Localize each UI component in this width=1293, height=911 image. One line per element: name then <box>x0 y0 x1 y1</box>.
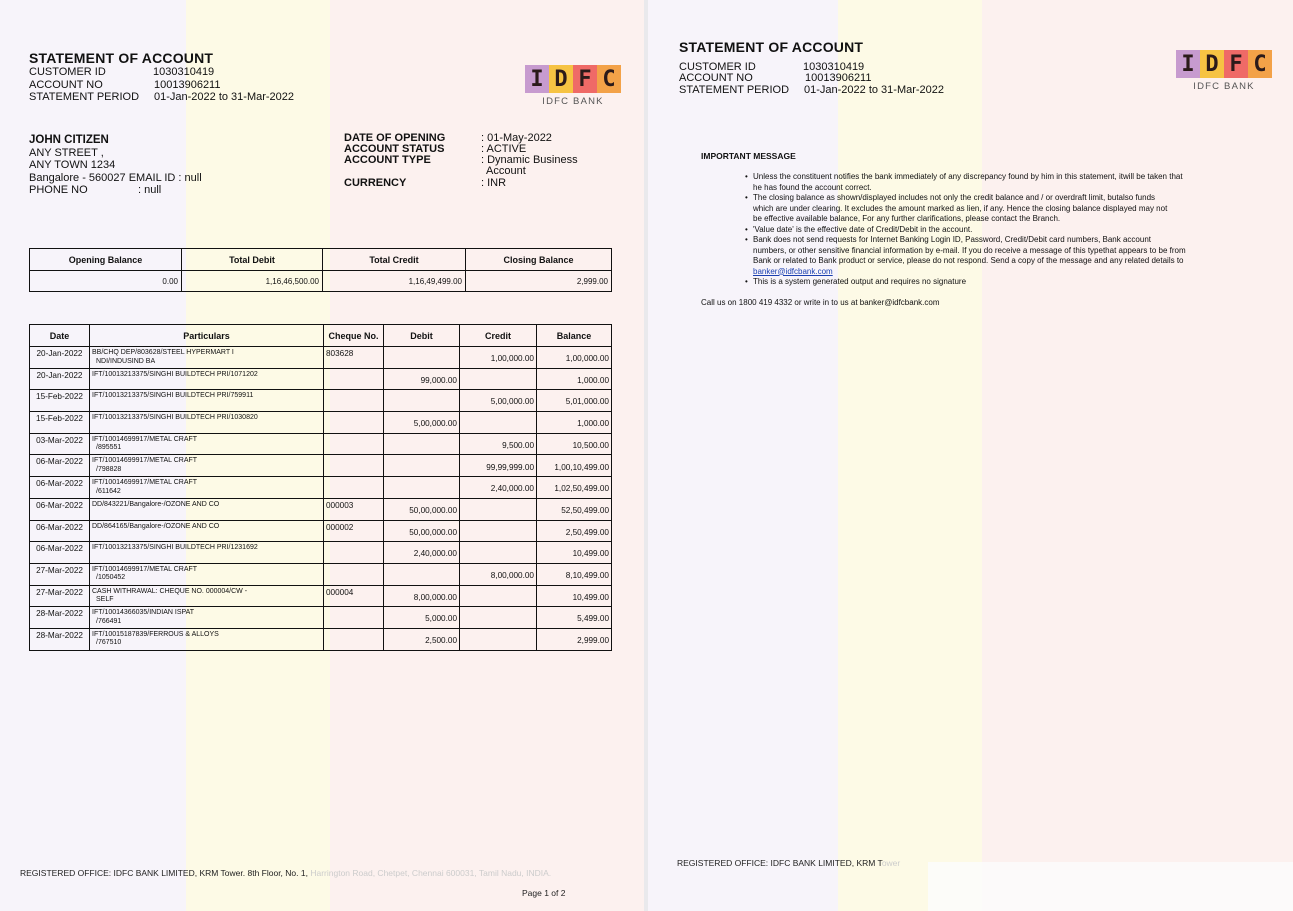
table-row <box>30 390 612 412</box>
txn-particulars <box>90 477 324 499</box>
txn-particulars-line-1: IFT/10013213375/SINGHI BUILDTECH PRI/1071202 <box>92 370 258 378</box>
list-item <box>745 193 1186 225</box>
important-message-list <box>745 172 1186 288</box>
statement-page-1 <box>0 0 644 911</box>
txn-particulars <box>90 498 324 520</box>
email-link[interactable]: banker@idfcbank.com <box>753 266 833 276</box>
txn-credit: 1,00,000.00 <box>460 347 537 369</box>
message-line: he has found the account correct. <box>753 182 872 192</box>
txn-debit: 50,00,000.00 <box>384 520 460 542</box>
txn-date: 20-Jan-2022 <box>30 347 90 369</box>
txn-debit: 2,40,000.00 <box>384 542 460 564</box>
txn-cheque-no <box>324 542 384 564</box>
txn-particulars-line-1: IFT/10014699917/METAL CRAFT <box>92 435 198 443</box>
txn-cheque-no: 000004 <box>324 585 384 607</box>
txn-balance: 1,02,50,499.00 <box>537 477 612 499</box>
txn-balance: 8,10,499.00 <box>537 563 612 585</box>
txn-balance: 10,500.00 <box>537 433 612 455</box>
statement-page-2 <box>648 0 1293 911</box>
txn-header-particulars: Particulars <box>90 325 324 347</box>
page-number: Page 1 of 2 <box>522 888 566 898</box>
txn-debit <box>384 433 460 455</box>
txn-particulars-line-1: IFT/10015187839/FERROUS & ALLOYS <box>92 630 219 638</box>
account-no-label-p2: ACCOUNT NO <box>679 72 753 84</box>
list-item <box>745 172 1186 193</box>
txn-credit: 8,00,000.00 <box>460 563 537 585</box>
txn-header-credit: Credit <box>460 325 537 347</box>
txn-balance: 5,01,000.00 <box>537 390 612 412</box>
txn-debit: 5,00,000.00 <box>384 412 460 434</box>
customer-id-label-p2: CUSTOMER ID <box>679 61 756 73</box>
account-status-value: : ACTIVE <box>481 143 527 155</box>
statement-title: STATEMENT OF ACCOUNT <box>29 50 214 66</box>
txn-particulars <box>90 433 324 455</box>
txn-cheque-no <box>324 412 384 434</box>
txn-header-cheque: Cheque No. <box>324 325 384 347</box>
txn-particulars-line-2: /766491 <box>96 617 122 625</box>
customer-id-value-p2: 1030310419 <box>803 61 865 73</box>
account-no-label: ACCOUNT NO <box>29 79 103 91</box>
currency-label: CURRENCY <box>344 177 407 189</box>
txn-particulars <box>90 628 324 650</box>
registered-office-faded: Harrington Road, Chetpet, Chennai 600031, Tamil Nadu, INDIA. <box>310 868 552 878</box>
table-row <box>30 585 612 607</box>
table-row <box>30 368 612 390</box>
idfc-logo-letters-p2 <box>1176 50 1272 78</box>
customer-id-row <box>29 66 214 79</box>
txn-particulars-line-1: IFT/10013213375/SINGHI BUILDTECH PRI/1231692 <box>92 544 258 552</box>
txn-date: 20-Jan-2022 <box>30 368 90 390</box>
txn-cheque-no <box>324 368 384 390</box>
summary-header-opening: Opening Balance <box>30 249 182 271</box>
logo-letter-d-p2: D <box>1200 50 1224 78</box>
txn-credit: 2,40,000.00 <box>460 477 537 499</box>
txn-particulars <box>90 455 324 477</box>
txn-date: 15-Feb-2022 <box>30 390 90 412</box>
account-type-value-2: Account <box>486 165 526 177</box>
statement-period-label: STATEMENT PERIOD <box>29 91 140 103</box>
txn-date: 27-Mar-2022 <box>30 563 90 585</box>
txn-date: 15-Feb-2022 <box>30 412 90 434</box>
account-info <box>344 133 604 193</box>
txn-credit <box>460 542 537 564</box>
table-row <box>30 347 612 369</box>
message-line: numbers, or other sensitive financial information by e-mail. If you do receive a message of this typethat appears to be from <box>753 245 1186 255</box>
txn-cheque-no <box>324 607 384 629</box>
phone-row <box>29 184 202 197</box>
txn-particulars-line-1: IFT/10014699917/METAL CRAFT <box>92 565 198 573</box>
txn-date: 28-Mar-2022 <box>30 607 90 629</box>
idfc-logo-p2 <box>1176 50 1272 92</box>
txn-cheque-no: 000003 <box>324 498 384 520</box>
txn-particulars-line-2: /1050452 <box>96 574 126 582</box>
table-row <box>30 628 612 650</box>
list-item <box>745 225 1186 236</box>
txn-particulars <box>90 520 324 542</box>
statement-period-value-p2: 01-Jan-2022 to 31-Mar-2022 <box>804 84 945 96</box>
customer-address <box>29 134 202 197</box>
summary-header-credit: Total Credit <box>323 249 466 271</box>
txn-debit: 50,00,000.00 <box>384 498 460 520</box>
txn-particulars <box>90 542 324 564</box>
txn-particulars-line-1: CASH WITHRAWAL: CHEQUE NO. 000004/CW - <box>92 587 248 595</box>
txn-credit <box>460 520 537 542</box>
txn-balance: 10,499.00 <box>537 542 612 564</box>
table-row <box>30 412 612 434</box>
txn-date: 06-Mar-2022 <box>30 542 90 564</box>
summary-debit-value: 1,16,46,500.00 <box>182 271 323 292</box>
txn-particulars <box>90 412 324 434</box>
opening-date-value: : 01-May-2022 <box>481 132 552 144</box>
address-line-3: Bangalore - 560027 EMAIL ID : null <box>29 171 202 184</box>
txn-particulars-line-1: DD/843221/Bangalore-/OZONE AND CO <box>92 500 220 508</box>
txn-credit <box>460 607 537 629</box>
statement-period-row-p2 <box>679 84 944 97</box>
txn-cheque-no <box>324 628 384 650</box>
txn-debit: 5,000.00 <box>384 607 460 629</box>
txn-date: 03-Mar-2022 <box>30 433 90 455</box>
txn-cheque-no <box>324 563 384 585</box>
txn-debit <box>384 390 460 412</box>
important-message-title: IMPORTANT MESSAGE <box>701 151 796 161</box>
account-no-row-p2 <box>679 72 871 85</box>
statement-title-p2: STATEMENT OF ACCOUNT <box>679 39 864 55</box>
customer-name: JOHN CITIZEN <box>29 134 109 146</box>
txn-particulars-line-1: IFT/10014699917/METAL CRAFT <box>92 479 198 487</box>
table-row <box>30 563 612 585</box>
message-line: • Bank does not send requests for Internet Banking Login ID, Password, Credit/Debit card numbers, Bank account <box>753 235 1151 244</box>
txn-date: 06-Mar-2022 <box>30 477 90 499</box>
table-row <box>30 433 612 455</box>
txn-debit: 8,00,000.00 <box>384 585 460 607</box>
txn-debit <box>384 455 460 477</box>
summary-header-closing: Closing Balance <box>466 249 612 271</box>
message-line: • Unless the constituent notifies the bank immediately of any discrepancy found by him in this statement, itwill be taken that <box>753 172 1183 181</box>
logo-letter-i: I <box>525 65 549 93</box>
txn-cheque-no <box>324 390 384 412</box>
logo-letter-f: F <box>573 65 597 93</box>
txn-particulars-line-1: IFT/10014699917/METAL CRAFT <box>92 457 198 465</box>
txn-debit <box>384 563 460 585</box>
txn-date: 06-Mar-2022 <box>30 498 90 520</box>
txn-particulars <box>90 368 324 390</box>
txn-particulars-line-1: DD/864165/Bangalore-/OZONE AND CO <box>92 522 220 530</box>
txn-particulars-line-1: IFT/10013213375/SINGHI BUILDTECH PRI/759911 <box>92 392 254 400</box>
statement-period-row <box>29 91 294 104</box>
txn-balance: 5,499.00 <box>537 607 612 629</box>
table-row <box>30 542 612 564</box>
summary-credit-value: 1,16,49,499.00 <box>323 271 466 292</box>
txn-balance: 10,499.00 <box>537 585 612 607</box>
txn-debit <box>384 347 460 369</box>
txn-particulars-line-1: IFT/10013213375/SINGHI BUILDTECH PRI/1030820 <box>92 414 258 422</box>
phone-label: PHONE NO <box>29 184 88 196</box>
address-line-2: ANY TOWN 1234 <box>29 159 116 171</box>
list-item <box>745 277 1186 288</box>
message-line: • 'Value date' is the effective date of Credit/Debit in the account. <box>753 224 973 234</box>
txn-date: 28-Mar-2022 <box>30 628 90 650</box>
message-line: • The closing balance as shown/displayed includes not only the credit balance and / or overdraft limit, butalso funds <box>753 193 1156 202</box>
customer-id-value: 1030310419 <box>153 66 215 78</box>
logo-letter-f-p2: F <box>1224 50 1248 78</box>
logo-letter-i-p2: I <box>1176 50 1200 78</box>
txn-cheque-no: 000002 <box>324 520 384 542</box>
idfc-logo <box>525 65 621 107</box>
txn-credit <box>460 368 537 390</box>
account-no-value-p2: 10013906211 <box>805 72 872 84</box>
txn-credit: 9,500.00 <box>460 433 537 455</box>
txn-cheque-no <box>324 455 384 477</box>
scan-smudge <box>928 862 1293 911</box>
contact-line: Call us on 1800 419 4332 or write in to us at banker@idfcbank.com <box>701 298 940 307</box>
txn-date: 27-Mar-2022 <box>30 585 90 607</box>
message-line: be effective available balance, For any further clarifications, please contact the Branch. <box>753 214 1061 223</box>
txn-particulars-line-2: /767510 <box>96 639 122 647</box>
txn-particulars-line-2: /611642 <box>96 487 121 495</box>
txn-debit <box>384 477 460 499</box>
registered-office-faded-p2: ower <box>881 858 901 868</box>
currency-value: : INR <box>481 177 507 189</box>
message-line: • This is a system generated output and requires no signature <box>753 277 967 286</box>
txn-particulars <box>90 347 324 369</box>
txn-cheque-no: 803628 <box>324 347 384 369</box>
logo-letter-c-p2: C <box>1248 50 1272 78</box>
transactions-table <box>29 324 612 651</box>
txn-particulars-line-2: /895551 <box>96 444 122 452</box>
balance-summary-table <box>29 248 612 292</box>
logo-letter-c: C <box>597 65 621 93</box>
txn-particulars-line-2: NDI/INDUSIND BA <box>96 357 156 365</box>
txn-header-balance: Balance <box>537 325 612 347</box>
address-line-1: ANY STREET , <box>29 146 104 159</box>
txn-cheque-no <box>324 433 384 455</box>
account-status-label: ACCOUNT STATUS <box>344 143 445 155</box>
logo-caption: IDFC BANK <box>542 96 604 107</box>
table-row <box>30 455 612 477</box>
txn-particulars <box>90 607 324 629</box>
table-row <box>30 607 612 629</box>
txn-balance: 2,50,499.00 <box>537 520 612 542</box>
opening-date-label: DATE OF OPENING <box>344 132 446 144</box>
txn-particulars-line-1: BB/CHQ DEP/803628/STEEL HYPERMART I <box>92 349 234 356</box>
txn-particulars <box>90 563 324 585</box>
statement-period-label-p2: STATEMENT PERIOD <box>679 84 790 96</box>
statement-period-value: 01-Jan-2022 to 31-Mar-2022 <box>154 91 295 103</box>
txn-credit <box>460 412 537 434</box>
txn-balance: 2,999.00 <box>537 628 612 650</box>
txn-particulars <box>90 585 324 607</box>
txn-particulars-line-2: /798828 <box>96 465 122 473</box>
txn-debit: 2,500.00 <box>384 628 460 650</box>
account-type-value: : Dynamic Business <box>481 154 578 166</box>
message-line: which are under clearing. It excludes the amount marked as lien, if any. Hence the closing balance displayed may not <box>753 203 1168 213</box>
table-row <box>30 498 612 520</box>
txn-particulars-line-1: IFT/10014366035/INDIAN ISPAT <box>92 609 195 617</box>
txn-credit: 5,00,000.00 <box>460 390 537 412</box>
account-type-label: ACCOUNT TYPE <box>344 154 431 166</box>
logo-letter-d: D <box>549 65 573 93</box>
txn-balance: 1,00,10,499.00 <box>537 455 612 477</box>
txn-credit: 99,99,999.00 <box>460 455 537 477</box>
txn-balance: 1,000.00 <box>537 412 612 434</box>
txn-cheque-no <box>324 477 384 499</box>
account-no-value: 10013906211 <box>154 79 221 91</box>
registered-office-footer-p2 <box>677 858 900 868</box>
phone-value: : null <box>138 184 162 196</box>
txn-header-date: Date <box>30 325 90 347</box>
txn-date: 06-Mar-2022 <box>30 455 90 477</box>
list-item <box>745 235 1186 277</box>
txn-balance: 52,50,499.00 <box>537 498 612 520</box>
summary-opening-value: 0.00 <box>30 271 182 292</box>
message-line: Bank or related to Bank product or service, please do not respond. Send a copy of the message and any related details to <box>753 256 1184 265</box>
table-row <box>30 520 612 542</box>
registered-office-footer <box>20 868 551 878</box>
txn-credit <box>460 628 537 650</box>
txn-date: 06-Mar-2022 <box>30 520 90 542</box>
summary-header-debit: Total Debit <box>182 249 323 271</box>
txn-credit <box>460 585 537 607</box>
logo-caption-p2: IDFC BANK <box>1193 81 1255 92</box>
account-no-row <box>29 79 220 92</box>
idfc-logo-letters <box>525 65 621 93</box>
txn-balance: 1,000.00 <box>537 368 612 390</box>
customer-id-label: CUSTOMER ID <box>29 66 106 78</box>
registered-office-text-p2: REGISTERED OFFICE: IDFC BANK LIMITED, KRM T <box>677 858 882 868</box>
transactions-body <box>30 347 612 651</box>
summary-closing-value: 2,999.00 <box>466 271 612 292</box>
txn-header-debit: Debit <box>384 325 460 347</box>
table-row <box>30 477 612 499</box>
txn-balance: 1,00,000.00 <box>537 347 612 369</box>
txn-particulars-line-2: SELF <box>96 596 114 604</box>
registered-office-text: REGISTERED OFFICE: IDFC BANK LIMITED, KRM Tower. 8th Floor, No. 1, <box>20 868 308 878</box>
txn-credit <box>460 498 537 520</box>
txn-debit: 99,000.00 <box>384 368 460 390</box>
txn-particulars <box>90 390 324 412</box>
